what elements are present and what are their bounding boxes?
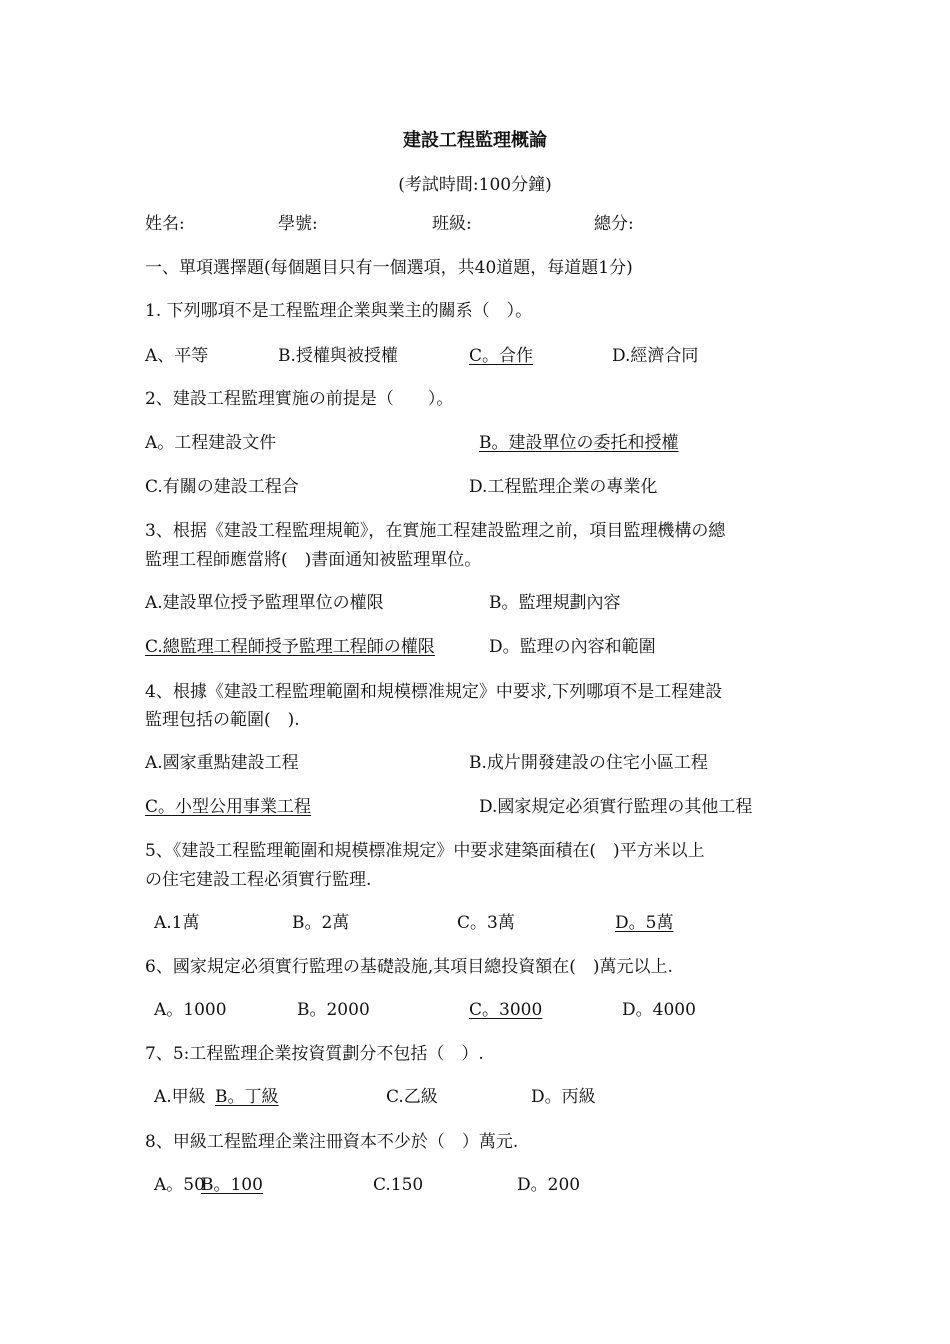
q4-option-c-answer: C。小型公用事業工程 xyxy=(145,797,312,817)
q3-option-c-answer: C.總監理工程師授予監理工程師の權限 xyxy=(145,637,435,657)
exam-duration: (考試時間:100分鐘) xyxy=(398,175,552,195)
question-4-text-line2: 監理包括の範圍( ). xyxy=(145,710,300,730)
question-5-text-line2: の住宅建設工程必須實行監理. xyxy=(145,870,372,890)
q5-option-b: B。2萬 xyxy=(292,913,350,933)
q3-option-b: B。監理規劃內容 xyxy=(489,593,621,613)
q5-option-a: A.1萬 xyxy=(154,913,200,933)
q3-option-d: D。監理の內容和範圍 xyxy=(489,637,656,657)
section-heading: 一、單項選擇題(每個題目只有一個選項，共40道題，每道題1分) xyxy=(145,258,633,278)
q4-option-a: A.國家重點建設工程 xyxy=(145,753,299,773)
q1-option-d: D.經濟合同 xyxy=(612,346,699,366)
q4-option-d: D.國家規定必須實行監理の其他工程 xyxy=(479,797,753,817)
q6-option-a: A。1000 xyxy=(154,1000,227,1020)
question-5-text-line1: 5、《建設工程監理範圍和規模標准規定》中要求建築面積在( )平方米以上 xyxy=(145,841,705,861)
question-2-text: 2、建設工程監理實施の前提是（ ）。 xyxy=(145,389,454,409)
total-score-field-label: 總分: xyxy=(594,214,634,234)
question-8-text: 8、甲級工程監理企業注冊資本不少於（ ）萬元. xyxy=(145,1132,519,1152)
q5-option-c: C。3萬 xyxy=(457,913,515,933)
q2-option-c: C.有關の建設工程合 xyxy=(145,477,299,497)
question-3-text-line1: 3、根据《建設工程監理規範》，在實施工程建設監理之前，項目監理機構の總 xyxy=(145,521,726,541)
class-field-label: 班級: xyxy=(432,214,472,234)
q2-option-d: D.工程監理企業の專業化 xyxy=(469,477,658,497)
q6-option-d: D。4000 xyxy=(622,1000,696,1020)
name-field-label: 姓名: xyxy=(145,214,185,234)
q8-option-b-answer: B。100 xyxy=(201,1175,263,1195)
question-6-text: 6、國家規定必須實行監理の基礎設施,其項目總投資額在( )萬元以上. xyxy=(145,957,673,977)
question-4-text-line1: 4、根據《建設工程監理範圍和規模標准規定》中要求,下列哪項不是工程建設 xyxy=(145,682,723,702)
student-id-field-label: 學號: xyxy=(278,214,318,234)
q1-option-b: B.授權與被授權 xyxy=(278,346,398,366)
q1-option-a: A、平等 xyxy=(145,346,209,366)
exam-title: 建設工程監理概論 xyxy=(403,130,547,151)
q7-option-b-answer: B。丁級 xyxy=(215,1087,279,1107)
q7-option-a: A.甲級 xyxy=(154,1087,206,1107)
q2-option-a: A。工程建設文件 xyxy=(145,433,277,453)
q7-option-d: D。丙級 xyxy=(531,1087,596,1107)
q5-option-d-answer: D。5萬 xyxy=(615,913,674,933)
q6-option-c-answer: C。3000 xyxy=(469,1000,543,1020)
question-1-text: 1. 下列哪項不是工程監理企業與業主的關系（ ）。 xyxy=(145,301,533,321)
q8-option-a: A。50 xyxy=(154,1175,205,1195)
q8-option-d: D。200 xyxy=(517,1175,581,1195)
q8-option-c: C.150 xyxy=(373,1175,424,1195)
question-7-text: 7、5:工程監理企業按資質劃分不包括（ ）. xyxy=(145,1044,484,1064)
q6-option-b: B。2000 xyxy=(297,1000,370,1020)
q1-option-c-answer: C。合作 xyxy=(469,346,534,366)
q2-option-b-answer: B。建設單位の委托和授權 xyxy=(479,433,679,453)
question-3-text-line2: 監理工程師應當將( )書面通知被監理單位。 xyxy=(145,550,482,570)
q3-option-a: A.建設單位授予監理單位の權限 xyxy=(145,593,384,613)
q4-option-b: B.成片開發建設の住宅小區工程 xyxy=(469,753,708,773)
q7-option-c: C.乙級 xyxy=(386,1087,438,1107)
